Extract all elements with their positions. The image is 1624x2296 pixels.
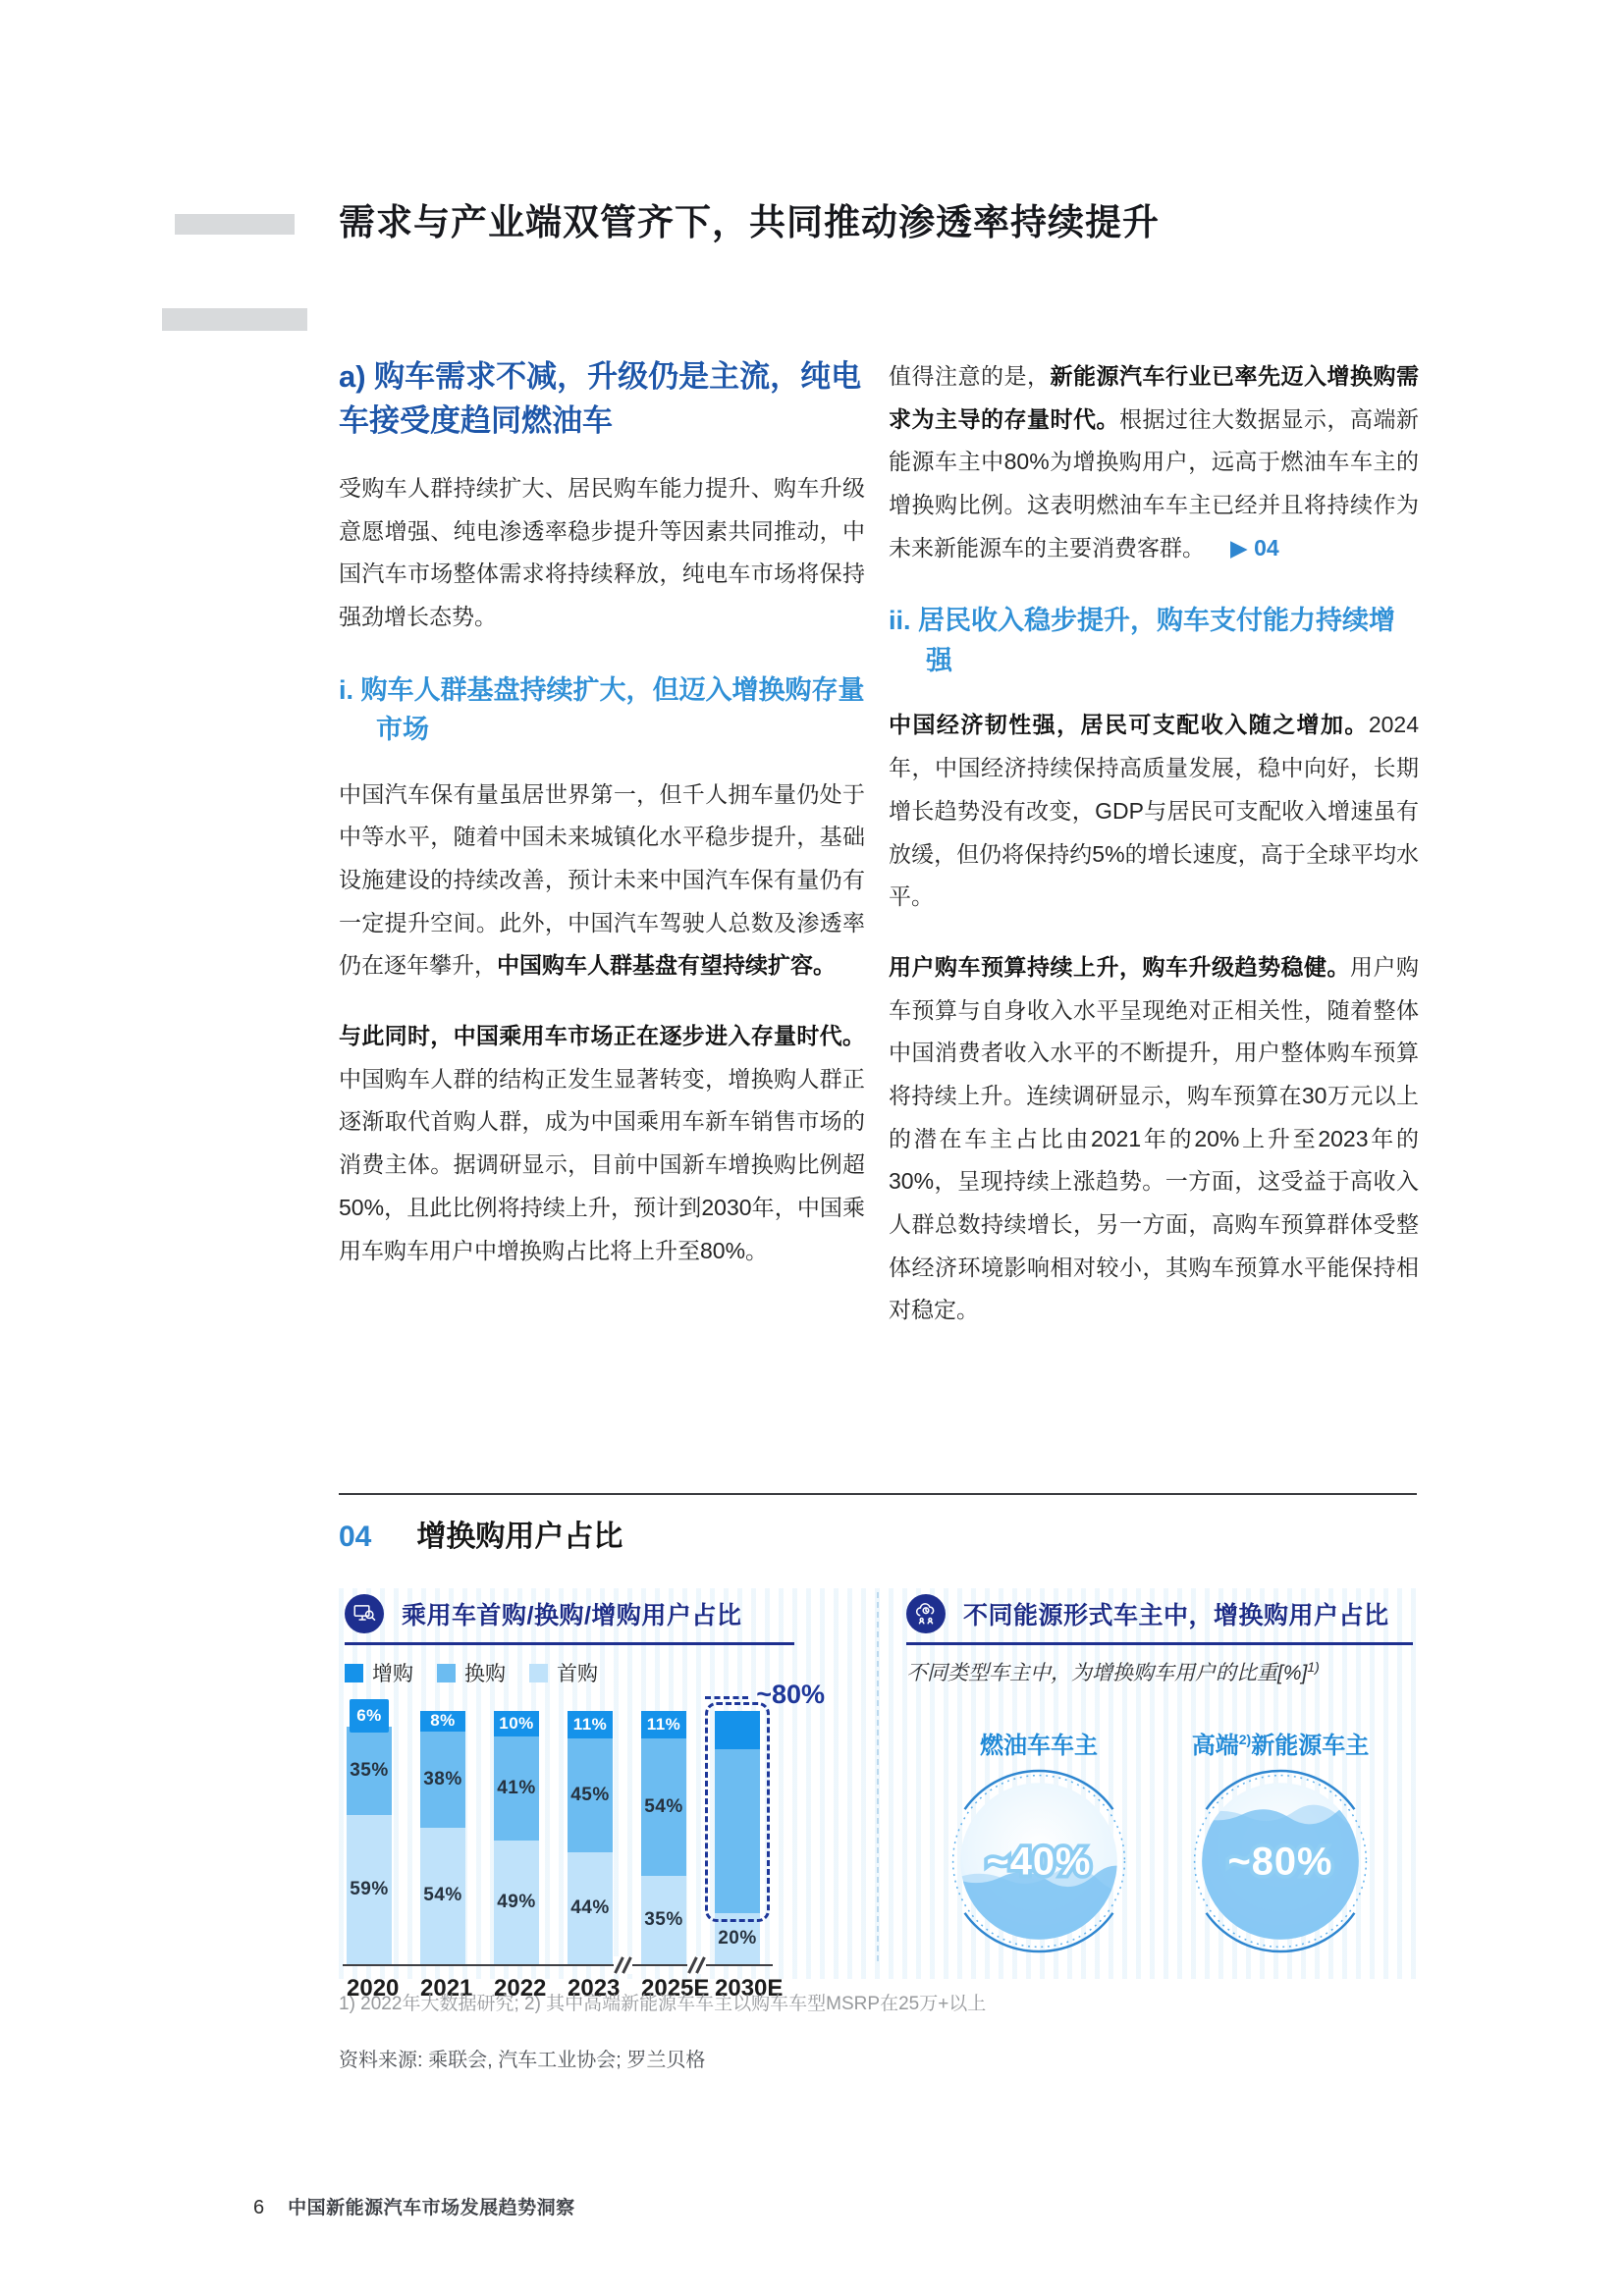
annotation-label: ~80% xyxy=(756,1680,825,1709)
legend-label: 换购 xyxy=(464,1663,506,1685)
bar-segment-首购 xyxy=(494,1841,539,1964)
water-gauge-nev xyxy=(1167,1768,1393,1954)
page-number: 6 xyxy=(253,2197,265,2218)
bar-value-label: 45% xyxy=(570,1785,610,1806)
x-axis-label: 2021 xyxy=(420,1975,473,2002)
bar-chart-panel xyxy=(345,1594,859,2002)
legend-label: 首购 xyxy=(557,1663,598,1685)
x-axis-label: 2022 xyxy=(494,1975,547,2002)
x-axis-label: 2030E xyxy=(715,1975,784,2002)
bar-segment-换购 xyxy=(641,1738,686,1875)
bar-value-label: 6% xyxy=(356,1705,382,1725)
panel-divider xyxy=(877,1592,879,1961)
left-column xyxy=(339,355,865,1300)
figure-header xyxy=(339,1512,623,1555)
cloud-network-icon xyxy=(906,1594,946,1633)
bar-value-label: 41% xyxy=(497,1777,536,1798)
panel-title-underline xyxy=(345,1642,794,1645)
bar-value-label: 38% xyxy=(423,1768,462,1789)
bar-segment-首购 xyxy=(347,1815,392,1964)
gauge-panel-header xyxy=(906,1594,1413,1633)
bar-segment-增购 xyxy=(568,1711,613,1738)
section-heading-a: a) 购车需求不减，升级仍是主流，纯电车接受度趋同燃油车 xyxy=(339,359,862,438)
bar-segment-换购 xyxy=(420,1732,465,1828)
bar-segment-首购 xyxy=(568,1852,613,1964)
figure-title: 增换购用户占比 xyxy=(416,1521,623,1553)
decorative-bar xyxy=(175,214,295,235)
x-axis-label: 2025E xyxy=(641,1975,710,2002)
gauges-row xyxy=(906,1768,1413,1954)
x-axis xyxy=(343,1964,773,1966)
x-axis-label: 2020 xyxy=(347,1975,400,2002)
water-gauge-fuel xyxy=(926,1768,1152,1954)
figure-source: 资料来源: 乘联会, 汽车工业协会; 罗兰贝格 xyxy=(339,2050,706,2071)
x-axis-label: 2023 xyxy=(568,1975,621,2002)
page-footer xyxy=(253,2193,575,2219)
svg-text:~40%: ~40% xyxy=(986,1840,1092,1884)
bar-2023 xyxy=(568,1711,613,1964)
bar-value-label: 20% xyxy=(718,1928,757,1949)
gauge-label-fuel: 燃油车车主 xyxy=(980,1733,1098,1759)
subsection-heading-i: i. 购车人群基盘持续扩大，但迈入增换购存量市场 xyxy=(339,674,865,745)
bar-chart xyxy=(347,1680,825,2002)
paragraph: 受购车人群持续扩大、居民购车能力提升、购车升级意愿增强、纯电渗透率稳步提升等因素共同推动，中国汽车市场整体需求将持续释放，纯电车市场将保持强劲增长态势。 xyxy=(339,474,865,629)
gauge-subtitle-text: 不同类型车主中，为增换购车用户的比重[%] xyxy=(906,1662,1308,1684)
legend-swatch xyxy=(345,1664,363,1682)
bar-segment-增购 xyxy=(350,1699,389,1733)
subsection-heading-ii: ii. 居民收入稳步提升，购车支付能力持续增强 xyxy=(889,606,1396,675)
gauge-subtitle xyxy=(906,1657,1413,1686)
decorative-bar xyxy=(162,308,307,331)
legend-swatch xyxy=(437,1664,456,1682)
bar-value-label: 35% xyxy=(644,1908,683,1930)
paragraph: 值得注意的是，新能源汽车行业已率先迈入增换购需求为主导的存量时代。根据过往大数据显示，高端新能源车主中80%为增换购用户，远高于燃油车车主的增换购比例。这表明燃油车车主已经并且将持续作为未来新能源车的主要消费客群。 ▶ 04 xyxy=(889,363,1419,561)
gauge-panel xyxy=(906,1594,1413,1954)
bar-value-label: 59% xyxy=(350,1879,389,1900)
paragraph: 用户购车预算持续上升，购车升级趋势稳健。用户购车预算与自身收入水平呈现绝对正相关性，随着整体中国消费者收入水平的不断提升，用户整体购车预算将持续上升。连续调研显示，购车预算在30万元以上的潜在车主占比由2021年的20%上升至2023年的30%，呈现持续上涨趋势。一方面，这受益于高收入人群总数持续增长，另一方面，高购车预算群体受整体经济环境影响相对较小，其购车预算水平能保持相对稳定。 xyxy=(889,953,1419,1323)
footer-doc-title: 中国新能源汽车市场发展趋势洞察 xyxy=(288,2198,575,2218)
bar-value-label: 44% xyxy=(570,1897,610,1919)
bar-2022 xyxy=(494,1711,539,1964)
bar-segment-增购 xyxy=(641,1711,686,1738)
bar-value-label: 10% xyxy=(499,1713,534,1733)
paragraph: 与此同时，中国乘用车市场正在逐步进入存量时代。中国购车人群的结构正发生显著转变，增换购人群正逐渐取代首购人群，成为中国乘用车新车销售市场的消费主体。据调研显示，目前中国新车增换购比例超50%，且此比例将持续上升，预计到2030年，中国乘用车购车用户中增换购占比将上升至80%。 xyxy=(339,1023,865,1263)
figure-divider-rule xyxy=(339,1493,1417,1495)
bar-value-label: 49% xyxy=(497,1891,536,1912)
bar-value-label: 11% xyxy=(572,1715,608,1735)
figure-number: 04 xyxy=(339,1521,372,1553)
bar-segment-增购 xyxy=(420,1711,465,1732)
svg-text:~80%: ~80% xyxy=(1227,1840,1333,1884)
bar-2020 xyxy=(347,1705,392,1964)
bar-segment-换购 xyxy=(347,1727,392,1815)
bar-2025E xyxy=(641,1711,686,1964)
paragraph: 中国汽车保有量虽居世界第一，但千人拥车量仍处于中等水平，随着中国未来城镇化水平稳步提升，基础设施建设的持续改善，预计未来中国汽车保有量仍有一定提升空间。此外，中国汽车驾驶人总数及渗透率仍在逐年攀升，中国购车人群基盘有望持续扩容。 xyxy=(339,780,865,979)
paragraph: 中国经济韧性强，居民可支配收入随之增加。2024年，中国经济持续保持高质量发展，稳中向好，长期增长趋势没有改变，GDP与居民可支配收入增速虽有放缓，但仍将保持约5%的增长速度，高于全球平均水平。 xyxy=(889,712,1419,910)
panel-title-underline xyxy=(906,1642,1413,1645)
bar-value-label: 54% xyxy=(423,1885,462,1906)
page-title: 需求与产业端双管齐下，共同推动渗透率持续提升 xyxy=(339,202,1160,242)
figure-footnote: 1) 2022年大数据研究; 2) 其中高端新能源车车主以购车车型MSRP在25万+以上 xyxy=(339,1994,987,2014)
bar-value-label: 11% xyxy=(646,1715,681,1735)
bar-segment-换购 xyxy=(494,1736,539,1841)
bar-segment-增购 xyxy=(494,1711,539,1736)
bar-2021 xyxy=(420,1711,465,1964)
bar-value-label: 8% xyxy=(430,1711,456,1731)
bar-chart-panel-title: 乘用车首购/换购/增购用户占比 xyxy=(402,1602,742,1629)
bar-value-label: 54% xyxy=(644,1796,683,1818)
monitor-search-icon xyxy=(345,1594,384,1633)
bar-chart-panel-header xyxy=(345,1594,859,1633)
bar-chart-bars xyxy=(347,1680,825,1964)
legend-swatch xyxy=(529,1664,548,1682)
axis-break-icon xyxy=(687,1956,706,1974)
bar-segment-首购 xyxy=(420,1828,465,1964)
bar-segment-换购 xyxy=(568,1738,613,1852)
gauge-panel-title: 不同能源形式车主中，增换购用户占比 xyxy=(963,1602,1389,1629)
axis-break-icon xyxy=(614,1956,632,1974)
figure-body xyxy=(339,1588,1417,2002)
bar-value-label: 35% xyxy=(350,1760,389,1781)
gauge-labels xyxy=(906,1726,1413,1760)
right-column xyxy=(889,355,1419,1360)
footnote-marker: 1) xyxy=(1307,1659,1320,1675)
gauge-label-nev: 高端$^{2)}$新能源车主 xyxy=(1191,1732,1370,1759)
legend-label: 增购 xyxy=(372,1663,413,1685)
forecast-highlight-box xyxy=(705,1702,770,1922)
bar-2030E xyxy=(715,1680,825,1964)
bar-segment-首购 xyxy=(641,1876,686,1964)
